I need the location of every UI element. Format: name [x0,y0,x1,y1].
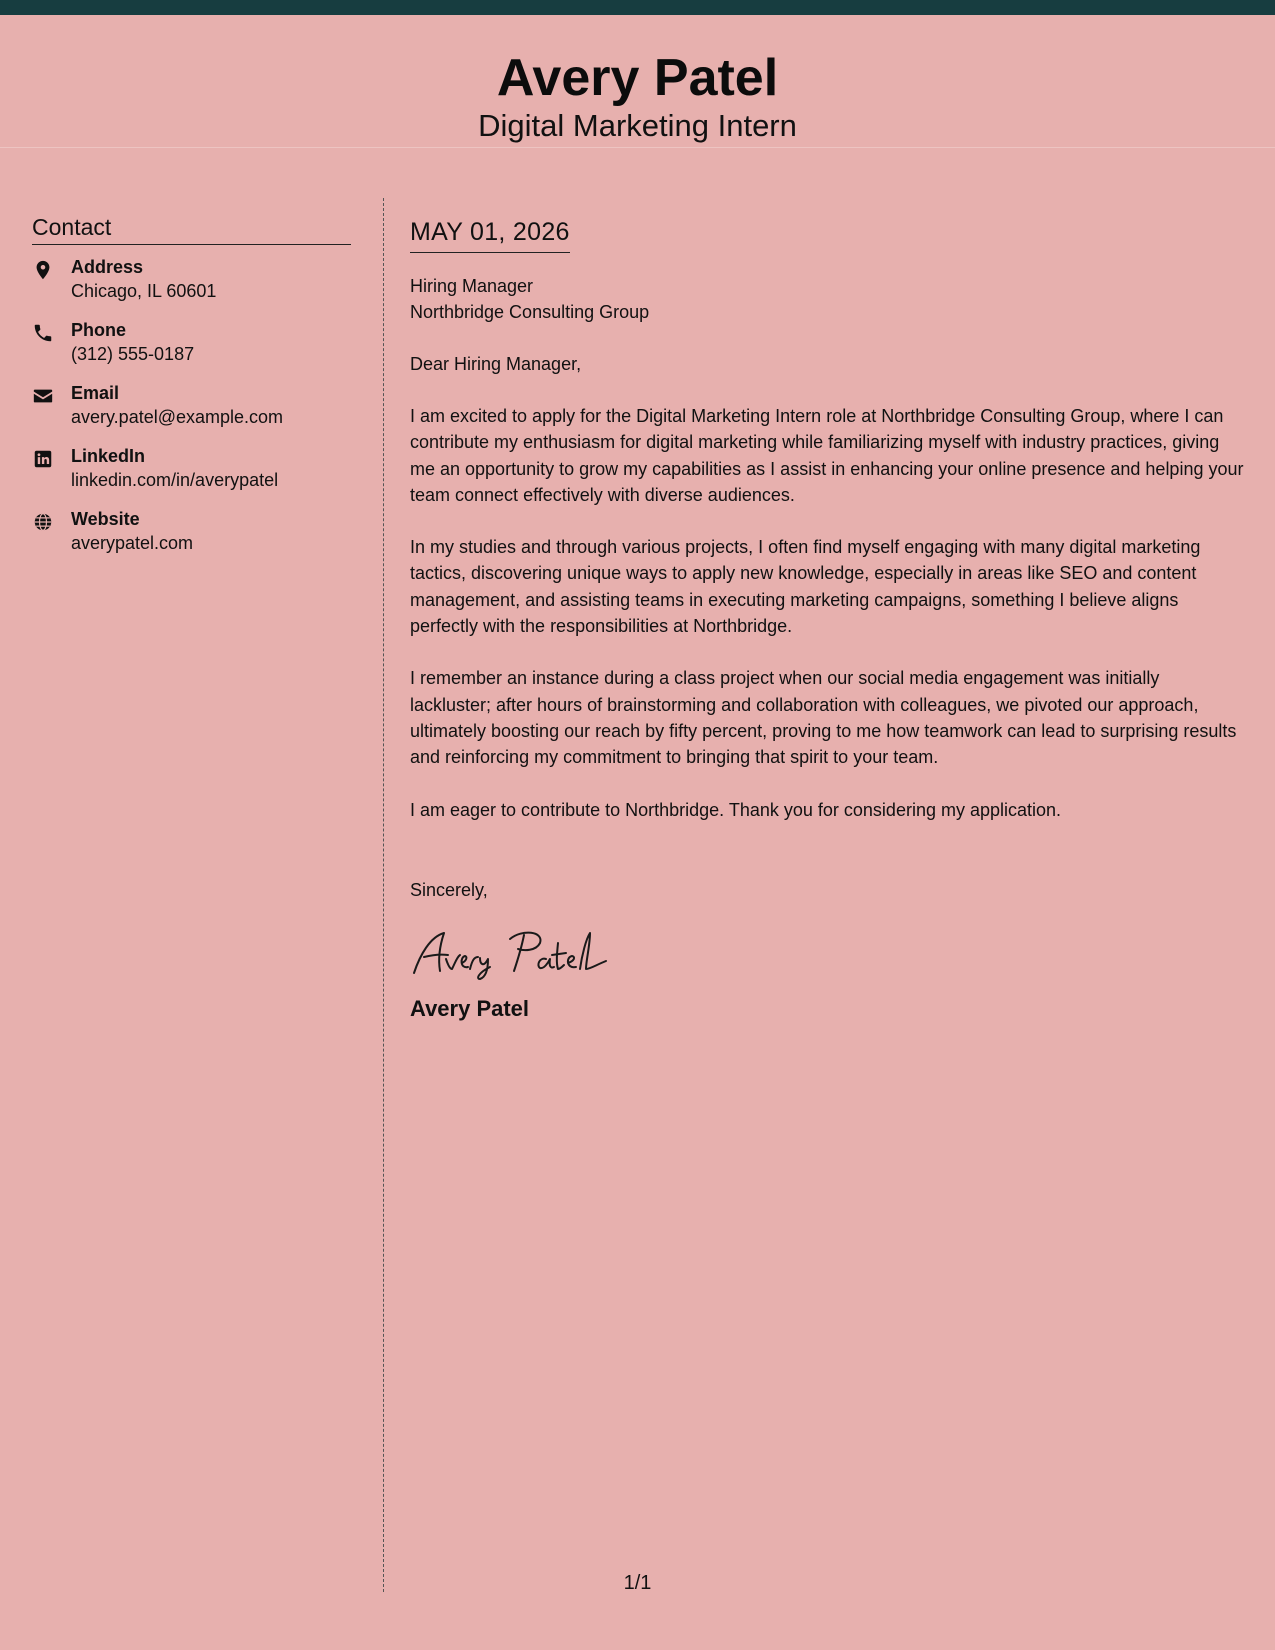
linkedin-icon [32,448,54,470]
contact-value-phone: (312) 555-0187 [71,344,195,364]
contact-label-email: Email [71,383,120,403]
contact-item-address [32,255,351,318]
paragraph-4: I am eager to contribute to Northbridge. Thank you for considering my application. [410,799,1062,820]
recipient-company: Northbridge Consulting Group [410,302,650,322]
contact-value-linkedin[interactable]: linkedin.com/in/averypatel [71,470,279,490]
greeting: Dear Hiring Manager, [410,354,582,374]
paragraph-1: I am excited to apply for the Digital Marketing Intern role at Northbridge Consulting Group, where I can contribute my enthusiasm for digital marketing while familiarizing myself with industry practices, giving me an opportunity to grow my capabilities as I assist in enhancing your online presence and helping your team connect effectively with diverse audiences. [410,406,1244,505]
page-number: 1/1 [623,1572,652,1594]
applicant-role: Digital Marketing Intern [478,108,797,143]
contact-label-linkedin: LinkedIn [71,446,146,466]
contact-sidebar [32,212,351,570]
contact-item-linkedin [32,444,351,507]
contact-item-email [32,381,351,444]
column-divider [383,198,384,1592]
contact-label-phone: Phone [71,320,127,340]
letter-body [410,216,1245,1023]
contact-item-website [32,507,351,570]
top-accent-bar [0,0,1275,15]
phone-icon [32,322,54,344]
envelope-icon [32,385,54,407]
contact-value-website[interactable]: averypatel.com [71,533,194,553]
signer-name: Avery Patel [410,995,530,1021]
contact-label-website: Website [71,509,140,529]
paragraph-3: I remember an instance during a class project when our social media engagement was initially lackluster; after hours of brainstorming and collaboration with colleagues, we pivoted our approach, ultimately boosting our reach by fifty percent, proving to me how teamwork can lead to surprising results and reinforcing my commitment to bringing that spirit to your team. [410,668,1237,768]
letter-date: MAY 01, 2026 [410,216,570,253]
recipient-name: Hiring Manager [410,276,534,296]
paragraph-2: In my studies and through various projects, I often find myself engaging with many digital marketing tactics, discovering unique ways to apply new knowledge, especially in areas like SEO and content management, and assisting teams in executing marketing campaigns, something I believe aligns perfectly with the responsibilities at Northbridge. [410,537,1201,637]
contact-value-address: Chicago, IL 60601 [71,281,217,301]
contact-list [32,255,351,570]
contact-value-email[interactable]: avery.patel@example.com [71,407,284,427]
location-pin-icon [32,259,54,281]
recipient-block [410,273,1245,325]
contact-label-address: Address [71,257,144,277]
applicant-name: Avery Patel [496,49,779,107]
page-header [0,15,1275,148]
globe-icon [32,511,54,533]
contact-item-phone [32,318,351,381]
contact-heading: Contact [32,212,351,245]
handwritten-signature [410,925,620,981]
closing: Sincerely, [410,879,488,900]
